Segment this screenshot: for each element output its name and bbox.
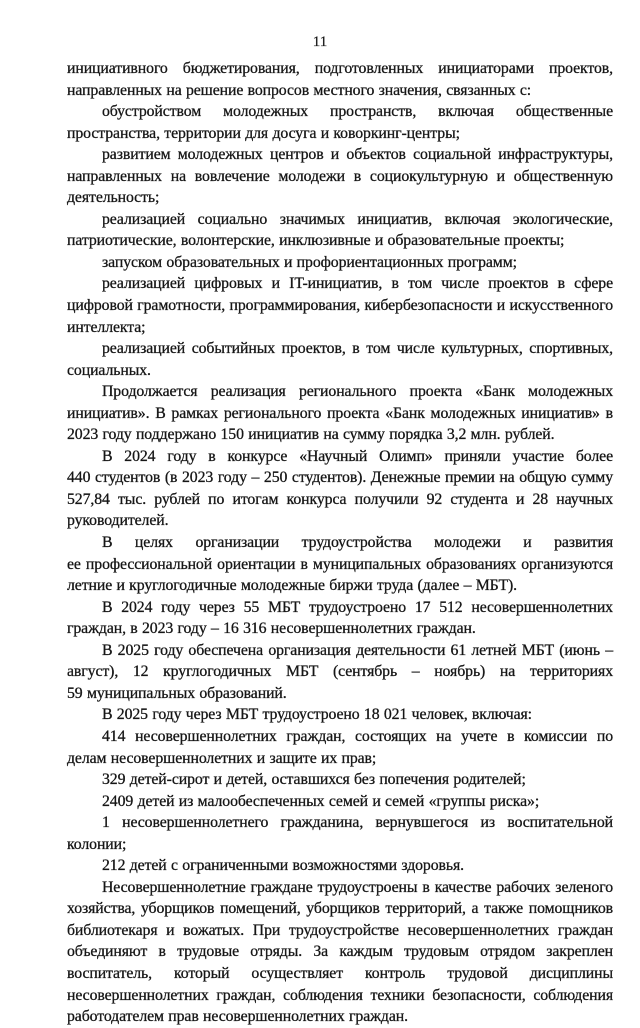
paragraph: Несовершеннолетние граждане трудоустроены в качестве рабочих зеленого хозяйства, уборщиков помещений, уборщиков территорий, а также помощников библиотекаря и вожатых. При трудоустройстве несовершеннолетних граждан объединяют в трудовые отряды. За каждым трудовым отрядом закреплен воспитатель, который осуществляет контроль трудовой дисциплины несовершеннолетних граждан, соблюдения техники безопасности, соблюдения работодателем прав несовершеннолетних граждан.: [67, 878, 613, 1026]
document-body: [67, 58, 613, 1028]
paragraph: В 2024 году через 55 МБТ трудоустроено 17 512 несовершеннолетних граждан, в 2023 году – 16 316 несовершеннолетних граждан.: [67, 598, 613, 638]
paragraph: 1 несовершеннолетнего гражданина, вернувшегося из воспитательной колонии;: [67, 814, 613, 853]
paragraph: 2409 детей из малообеспеченных семей и семей «группы риска»;: [102, 792, 540, 810]
paragraph: обустройством молодежных пространств, включая общественные пространства, территории для досуга и коворкинг-центры;: [67, 103, 613, 142]
paragraph: 329 детей-сирот и детей, оставшихся без попечения родителей;: [102, 771, 526, 789]
paragraph: В 2024 году в конкурсе «Научный Олимп» приняли участие более 440 студентов (в 2023 году – 250 студентов). Денежные премии на общую сумму 527,84 тыс. рублей по итогам конкурса получили 92 студента и 28 научных руководителей.: [67, 447, 613, 530]
paragraph: 414 несовершеннолетних граждан, состоящих на учете в комиссии по делам несовершеннолетних и защите их прав;: [67, 727, 613, 767]
paragraph: 212 детей с ограниченными возможностями здоровья.: [102, 857, 465, 875]
paragraph: Продолжается реализация регионального проекта «Банк молодежных инициатив». В рамках регионального проекта «Банк молодежных инициатив» в 2023 году поддержано 150 инициатив на сумму порядка 3,2 млн. рублей.: [67, 383, 613, 444]
paragraph: реализацией социально значимых инициатив, включая экологические, патриотические, волонтерские, инклюзивные и образовательные проекты;: [67, 210, 613, 250]
paragraph: запуском образовательных и профориентационных программ;: [102, 253, 517, 271]
paragraph: В целях организации трудоустройства молодежи и развития ее профессиональной ориентации в муниципальных образованиях организуются летние и круглогодичные молодежные биржи труда (далее – МБТ).: [67, 534, 613, 595]
paragraph: развитием молодежных центров и объектов социальной инфраструктуры, направленных на вовлечение молодежи в социокультурную и общественную деятельность;: [67, 146, 613, 207]
paragraph: реализацией событийных проектов, в том числе культурных, спортивных, социальных.: [67, 340, 613, 379]
paragraph: В 2025 году через МБТ трудоустроено 18 021 человек, включая:: [102, 706, 532, 724]
paragraph: В 2025 году обеспечена организация деятельности 61 летней МБТ (июнь – август), 12 круглогодичных МБТ (сентябрь – ноябрь) на территориях 59 муниципальных образований.: [67, 641, 613, 702]
paragraph: инициативного бюджетирования, подготовленных инициаторами проектов, направленных на решение вопросов местного значения, связанных с:: [67, 60, 613, 99]
paragraph: реализацией цифровых и IT-инициатив, в том числе проектов в сфере цифровой грамотности, программирования, кибербезопасности и искусственного интеллекта;: [67, 275, 613, 336]
page-number: 11: [312, 34, 328, 50]
